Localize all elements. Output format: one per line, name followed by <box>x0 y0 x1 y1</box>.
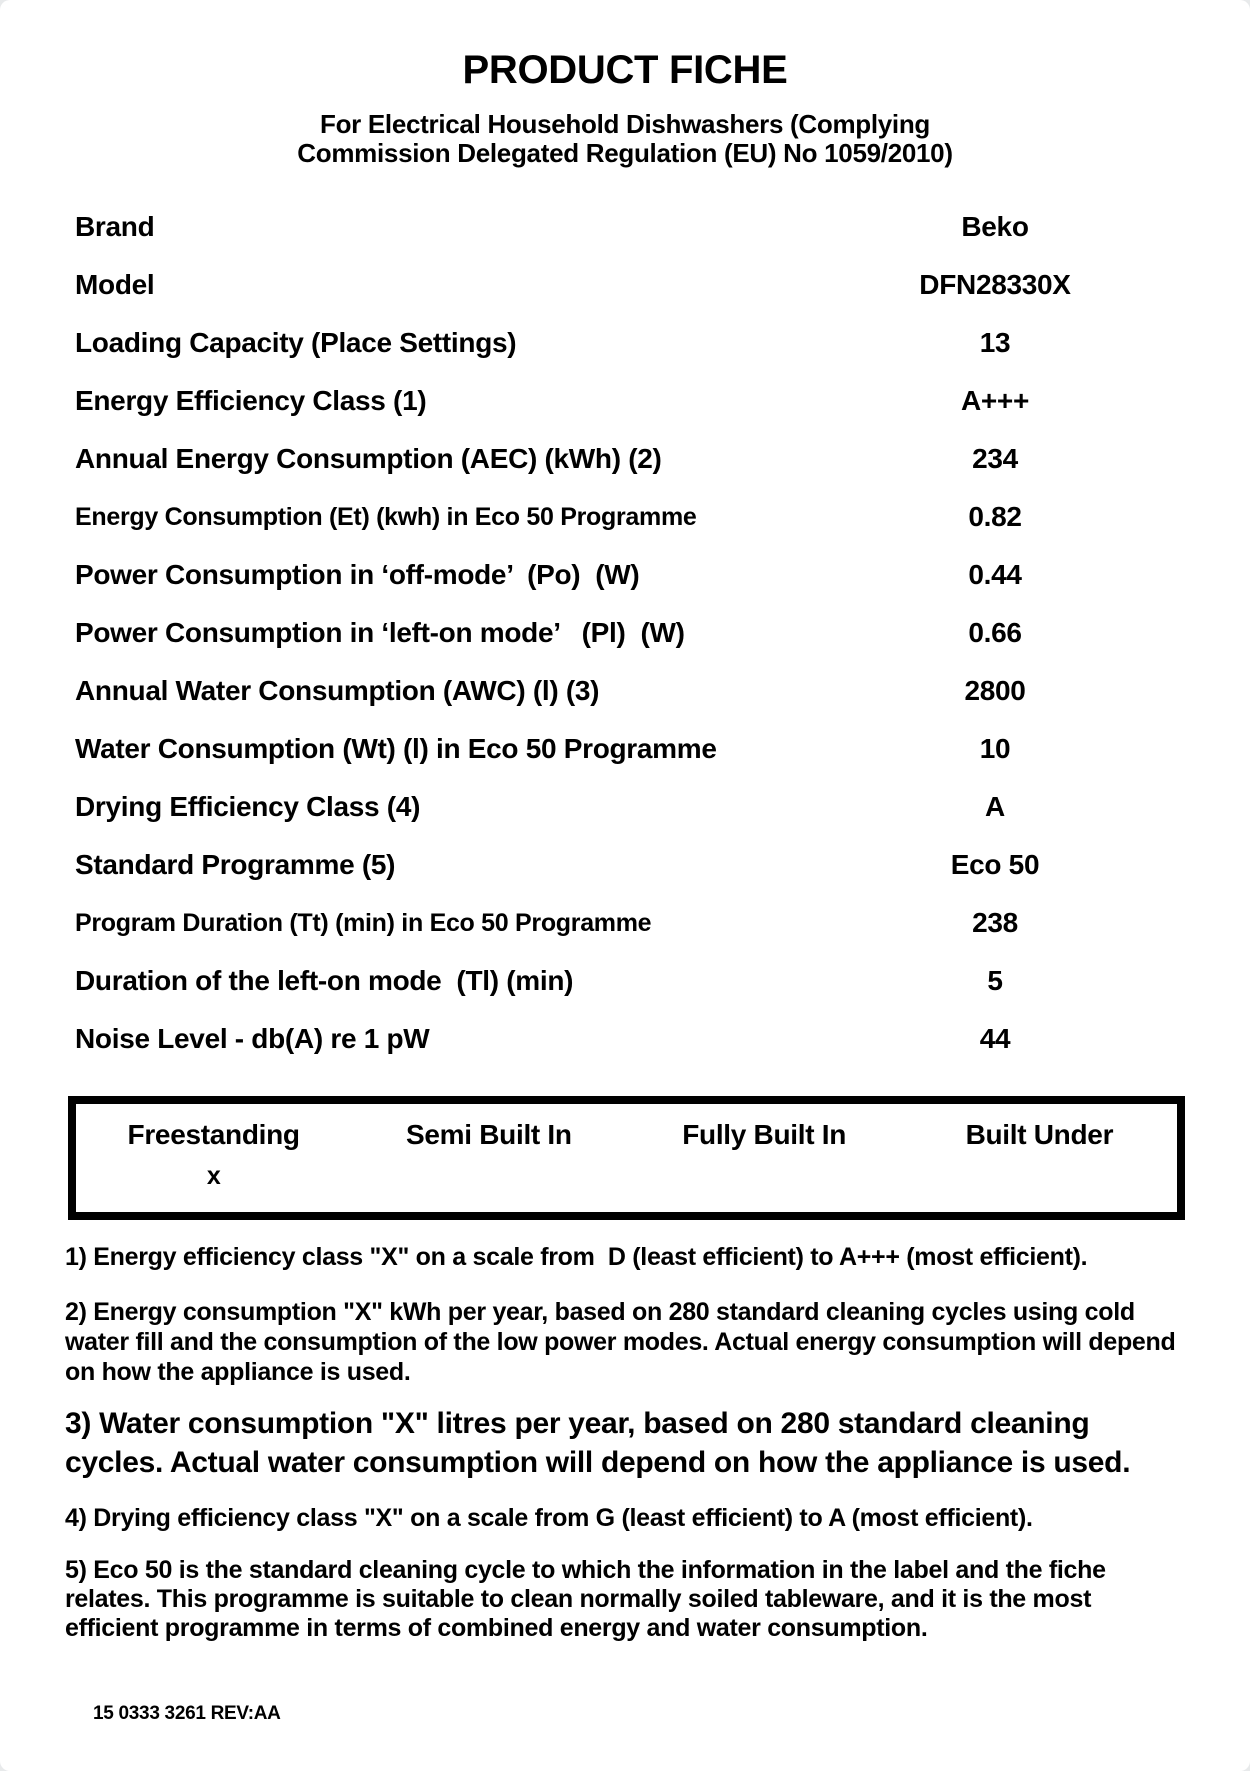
spec-row-left-on-duration <box>0 952 1250 1010</box>
spec-value: 234 <box>972 443 1018 474</box>
spec-value: 5 <box>987 965 1003 996</box>
spec-label: Power Consumption in ‘off-mode’ (Po) (W) <box>75 559 640 590</box>
spec-row-power-off-mode <box>0 546 1250 604</box>
spec-label: Water Consumption (Wt) (l) in Eco 50 Programme <box>75 733 717 764</box>
spec-row-annual-energy-consumption <box>0 430 1250 488</box>
footnote-3: 3) Water consumption "X" litres per year, based on 280 standard cleaning cycles. Actual water consumption will depend on how the appliance is used. <box>65 1407 1131 1479</box>
installation-col-freestanding: Freestanding <box>127 1119 300 1150</box>
subtitle-line-2: Commission Delegated Regulation (EU) No 1059/2010) <box>297 138 953 168</box>
installation-mark-semi-built-in <box>351 1163 626 1189</box>
page-title: PRODUCT FICHE <box>462 48 788 92</box>
installation-type-headers <box>76 1120 1177 1150</box>
spec-label: Energy Efficiency Class (1) <box>75 385 427 416</box>
spec-label: Duration of the left-on mode (Tl) (min) <box>75 965 574 996</box>
spec-row-loading-capacity <box>0 314 1250 372</box>
subtitle-line-1: For Electrical Household Dishwashers (Complying <box>319 109 931 139</box>
spec-label: Program Duration (Tt) (min) in Eco 50 Programme <box>75 908 652 937</box>
footnotes <box>65 1242 1187 1643</box>
spec-label: Annual Energy Consumption (AEC) (kWh) (2) <box>75 443 662 474</box>
spec-row-power-left-on-mode <box>0 604 1250 662</box>
installation-mark-freestanding: x <box>206 1162 221 1190</box>
installation-col-built-under: Built Under <box>965 1119 1114 1150</box>
installation-type-marks <box>76 1163 1177 1189</box>
spec-value: 0.66 <box>968 617 1022 648</box>
spec-label: Power Consumption in ‘left-on mode’ (Pl) (W) <box>75 617 685 648</box>
spec-value: 238 <box>972 907 1018 938</box>
spec-value: 10 <box>979 733 1011 764</box>
spec-label: Drying Efficiency Class (4) <box>75 791 421 822</box>
spec-value: A+++ <box>960 385 1030 416</box>
footnote-2: 2) Energy consumption "X" kWh per year, based on 280 standard cleaning cycles using cold water fill and the consumption of the low power modes. Actual energy consumption will depend on how the appliance is used. <box>65 1298 1183 1386</box>
installation-mark-built-under <box>902 1163 1177 1189</box>
spec-row-energy-consumption-eco50 <box>0 488 1250 546</box>
spec-value: 0.44 <box>968 559 1022 590</box>
spec-row-annual-water-consumption <box>0 662 1250 720</box>
spec-table <box>0 198 1250 1068</box>
spec-value: 0.82 <box>968 501 1022 532</box>
spec-value: 44 <box>979 1023 1011 1054</box>
spec-row-water-consumption-eco50 <box>0 720 1250 778</box>
spec-value: A <box>985 791 1005 822</box>
installation-mark-fully-built-in <box>627 1163 902 1189</box>
page-subtitle <box>0 110 1250 168</box>
spec-label: Model <box>75 269 155 300</box>
spec-label: Loading Capacity (Place Settings) <box>75 327 517 358</box>
spec-label: Energy Consumption (Et) (kwh) in Eco 50 Programme <box>75 502 697 531</box>
installation-col-semi-built-in: Semi Built In <box>406 1119 572 1150</box>
footnote-4: 4) Drying efficiency class "X" on a scale from G (least efficient) to A (most efficient). <box>65 1504 1033 1532</box>
spec-row-drying-efficiency-class <box>0 778 1250 836</box>
footnote-1: 1) Energy efficiency class "X" on a scale from D (least efficient) to A+++ (most efficient). <box>65 1243 1088 1271</box>
spec-row-brand <box>0 198 1250 256</box>
installation-col-fully-built-in: Fully Built In <box>682 1119 847 1150</box>
spec-label: Brand <box>75 211 155 242</box>
spec-row-standard-programme <box>0 836 1250 894</box>
spec-value: 2800 <box>964 675 1026 706</box>
footnote-5: 5) Eco 50 is the standard cleaning cycle to which the information in the label and the fiche relates. This programme is suitable to clean normally soiled tableware, and it is the most efficient programme in terms of combined energy and water consumption. <box>65 1556 1113 1642</box>
spec-value: DFN28330X <box>919 269 1071 300</box>
spec-row-energy-efficiency-class <box>0 372 1250 430</box>
document-reference-code: 15 0333 3261 REV:AA <box>93 1703 281 1724</box>
spec-value: Beko <box>961 211 1029 242</box>
spec-row-program-duration <box>0 894 1250 952</box>
spec-value: 13 <box>979 327 1011 358</box>
spec-label: Noise Level - db(A) re 1 pW <box>75 1023 430 1054</box>
spec-label: Annual Water Consumption (AWC) (l) (3) <box>75 675 600 706</box>
spec-row-noise-level <box>0 1010 1250 1068</box>
spec-value: Eco 50 <box>950 849 1040 880</box>
spec-label: Standard Programme (5) <box>75 849 396 880</box>
installation-type-table <box>68 1096 1185 1220</box>
spec-row-model <box>0 256 1250 314</box>
